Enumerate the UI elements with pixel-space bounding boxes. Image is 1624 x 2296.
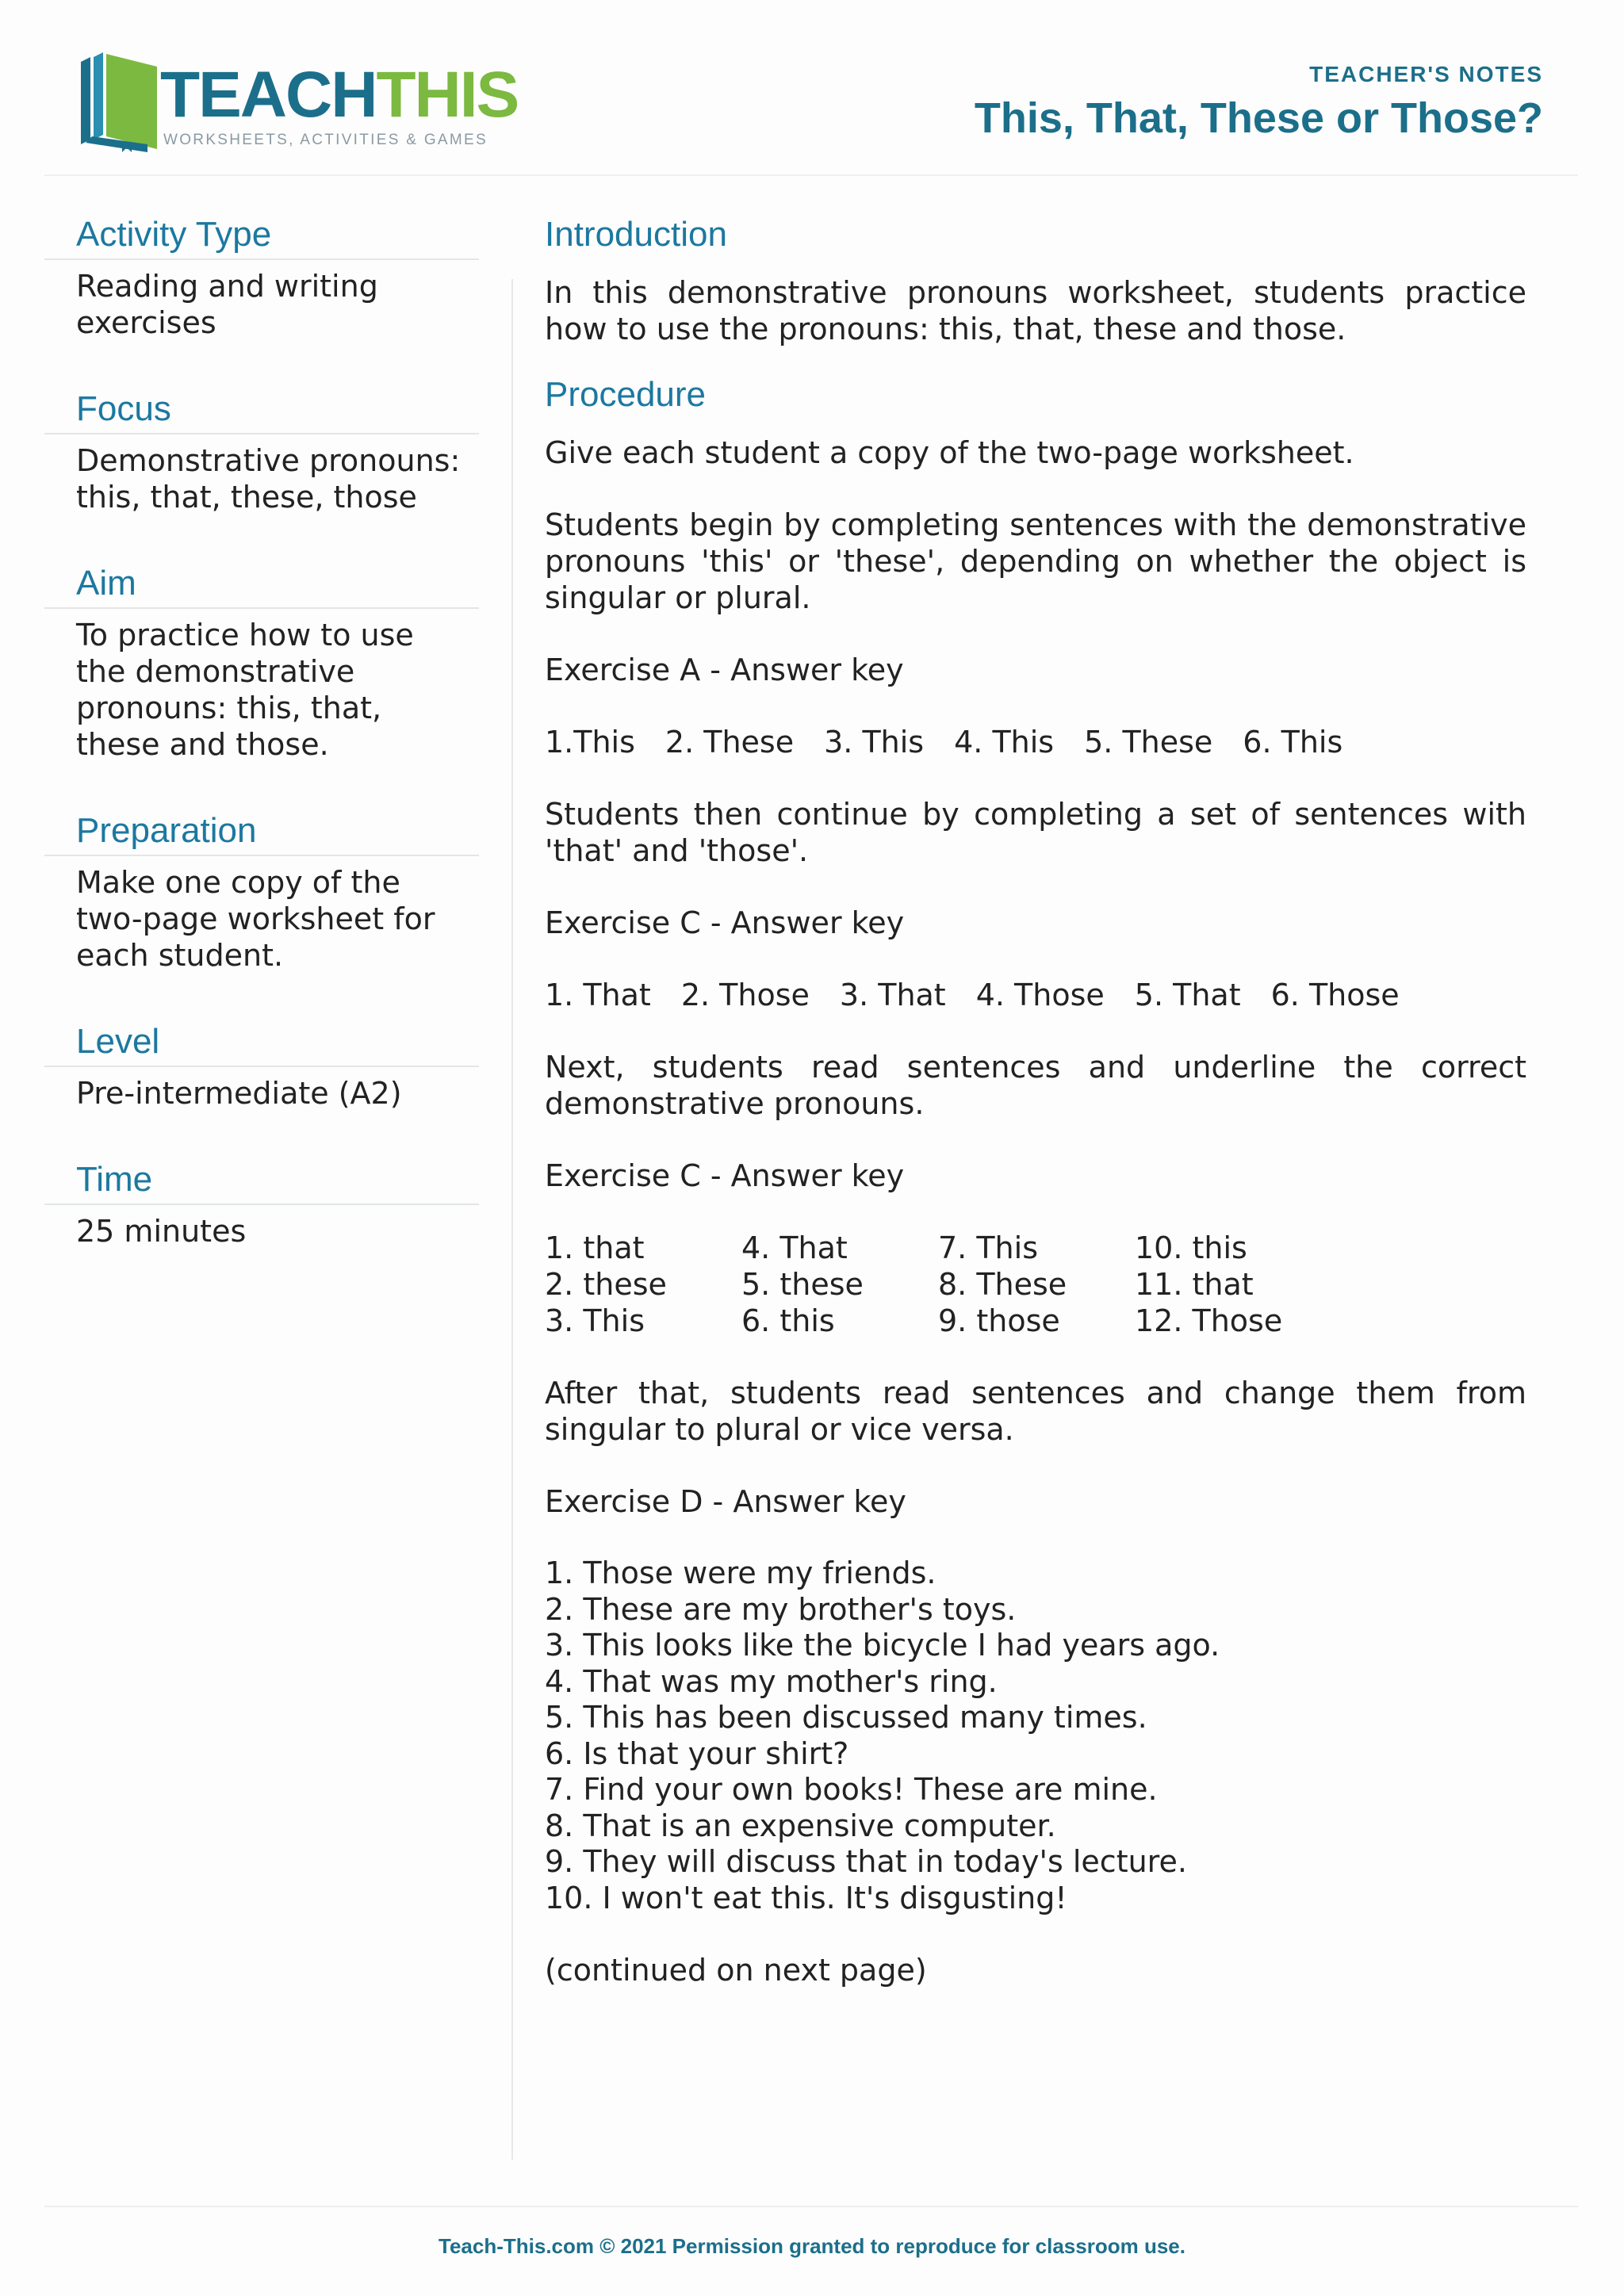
answer-item: 1.This [545, 725, 635, 760]
exercise-a-answers [545, 724, 1526, 760]
answer-item: 3. This looks like the bicycle I had years ago. [545, 1628, 1220, 1663]
answer-item: 2. Those [680, 978, 810, 1012]
answer-item: 7. Find your own books! These are mine. [545, 1772, 1158, 1807]
answer-item: 1. That [545, 978, 651, 1012]
exercise-b-answers [545, 977, 1526, 1013]
sidebar-section-preparation [44, 807, 479, 974]
main-content [545, 211, 1526, 2024]
procedure-paragraph: Students begin by completing sentences with the demonstrative pronouns 'this' or 'these', depending on whether the object is singular or plural. [545, 507, 1526, 615]
sidebar-section-aim [44, 560, 479, 763]
sidebar-heading: Time [44, 1156, 479, 1205]
introduction-heading: Introduction [545, 215, 727, 254]
answer-item: 5. These [1084, 725, 1213, 760]
sidebar-body: 25 minutes [76, 1214, 247, 1249]
sidebar-body: Make one copy of the two-page worksheet for each student. [76, 865, 435, 973]
sidebar-heading: Activity Type [44, 211, 479, 260]
sidebar-section-activity-type [44, 211, 479, 341]
procedure-paragraph: Give each student a copy of the two-page worksheet. [545, 435, 1354, 470]
answer-item: 3. That [839, 978, 946, 1012]
column-divider [511, 279, 513, 2160]
answer-item: 10. I won't eat this. It's disgusting! [545, 1880, 1067, 1915]
sidebar [44, 211, 479, 1294]
exercise-c-answers [545, 1230, 1526, 1339]
answer-item: 8. These [938, 1267, 1067, 1302]
exercise-c-label: Exercise C - Answer key [545, 1158, 905, 1193]
sidebar-body: Reading and writing exercises [76, 269, 378, 340]
answer-item: 9. those [938, 1303, 1060, 1338]
sidebar-heading: Focus [44, 385, 479, 434]
answer-item: 5. these [741, 1267, 864, 1302]
answer-item: 7. This [938, 1230, 1038, 1265]
procedure-paragraph: After that, students read sentences and change them from singular to plural or vice versa. [545, 1376, 1526, 1447]
answer-item: 2. These are my brother's toys. [545, 1591, 1017, 1627]
sidebar-body: Pre-intermediate (A2) [76, 1076, 402, 1111]
sidebar-body: To practice how to use the demonstrative pronouns: this, that, these and those. [76, 618, 414, 762]
sidebar-section-focus [44, 385, 479, 515]
footer-text: Teach-This.com © 2021 Permission granted to reproduce for classroom use. [439, 2234, 1185, 2258]
exercise-a-label: Exercise A - Answer key [545, 652, 904, 687]
answer-item: 5. This has been discussed many times. [545, 1700, 1147, 1735]
answer-item: 4. That was my mother's ring. [545, 1663, 998, 1699]
procedure-paragraph: Next, students read sentences and underline the correct demonstrative pronouns. [545, 1050, 1526, 1121]
procedure-paragraph: Students then continue by completing a set of sentences with 'that' and 'those'. [545, 797, 1526, 868]
header-divider [44, 174, 1578, 176]
sidebar-heading: Preparation [44, 807, 479, 856]
sidebar-heading: Aim [44, 560, 479, 609]
sidebar-section-level [44, 1018, 479, 1112]
answer-item: 6. Is that your shirt? [545, 1735, 849, 1771]
exercise-b-label: Exercise C - Answer key [545, 905, 905, 940]
exercise-d-answers [545, 1556, 1526, 1916]
logo-word-teach: TEACH [160, 59, 377, 131]
answer-item: 1. that [545, 1230, 645, 1265]
answer-item: 3. This [824, 725, 925, 760]
procedure-heading: Procedure [545, 375, 707, 414]
footer-divider [44, 2206, 1578, 2207]
sidebar-body: Demonstrative pronouns: this, that, these, those [76, 443, 461, 515]
answer-item: 2. These [665, 725, 795, 760]
answer-item: 10. this [1135, 1230, 1247, 1265]
page-title: This, That, These or Those? [974, 94, 1543, 142]
sidebar-heading: Level [44, 1018, 479, 1067]
answer-item: 4. Those [975, 978, 1105, 1012]
answer-item: 8. That is an expensive computer. [545, 1808, 1056, 1843]
answer-item: 5. That [1134, 978, 1241, 1012]
answer-item: 6. This [1243, 725, 1343, 760]
page-header [0, 0, 1624, 176]
answer-item: 1. Those were my friends. [545, 1556, 936, 1590]
notes-label: TEACHER'S NOTES [1309, 62, 1543, 86]
answer-item: 11. that [1135, 1267, 1254, 1302]
book-logo-icon [75, 52, 162, 152]
introduction-text: In this demonstrative pronouns worksheet, students practice how to use the pronouns: this, that, these and those. [545, 275, 1526, 346]
answer-item: 3. This [545, 1303, 645, 1338]
answer-item: 2. these [545, 1267, 667, 1302]
answer-item: 4. This [954, 725, 1055, 760]
logo-word-this: THIS [376, 59, 519, 131]
logo-wordmark [160, 55, 518, 135]
logo-tagline: WORKSHEETS, ACTIVITIES & GAMES [163, 132, 488, 148]
continued-note: (continued on next page) [545, 1953, 927, 1988]
answer-item: 4. That [741, 1230, 848, 1265]
exercise-d-label: Exercise D - Answer key [545, 1484, 906, 1519]
answer-item: 6. Those [1270, 978, 1400, 1012]
answer-item: 9. They will discuss that in today's lecture. [545, 1844, 1187, 1879]
sidebar-section-time [44, 1156, 479, 1249]
answer-item: 12. Those [1135, 1303, 1283, 1338]
answer-item: 6. this [741, 1303, 835, 1338]
